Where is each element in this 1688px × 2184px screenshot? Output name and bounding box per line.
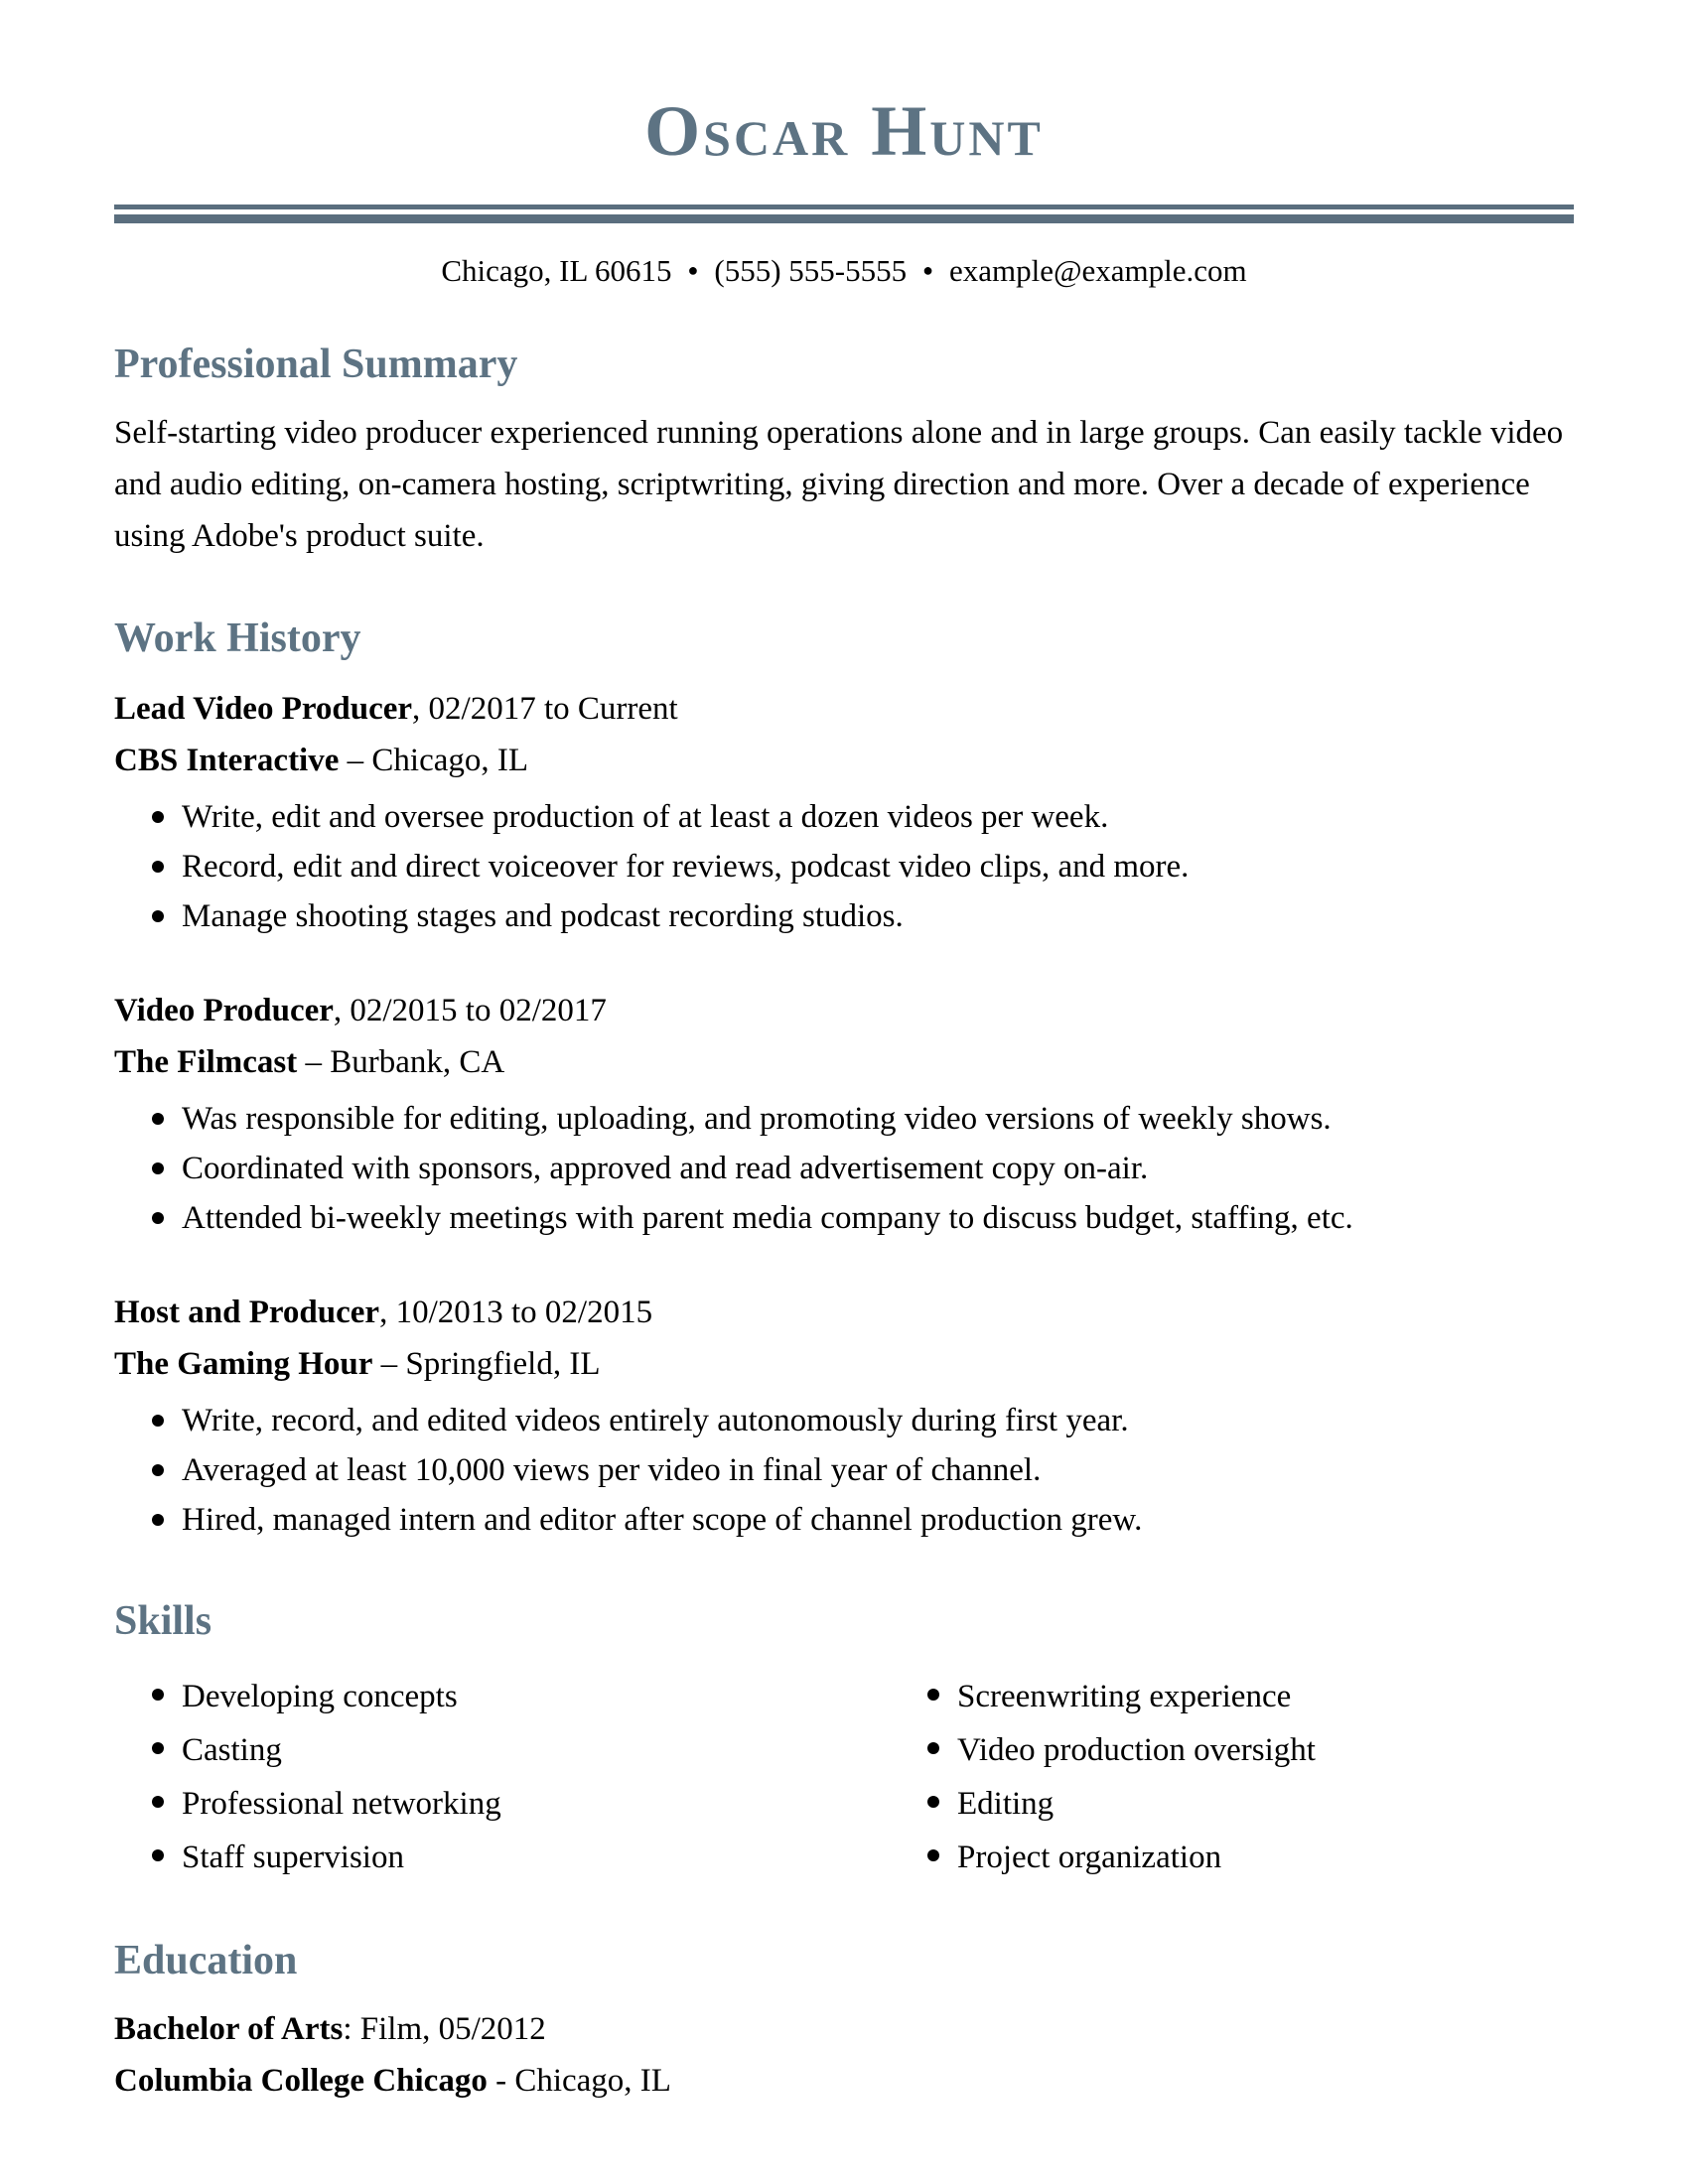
education-section <box>114 1938 1574 2107</box>
person-name: Oscar Hunt <box>644 91 1044 171</box>
contact-separator-dot: ● <box>922 260 933 280</box>
job-duty-item: Manage shooting stages and podcast recording studios. <box>114 891 1574 941</box>
job-duty-item: Coordinated with sponsors, approved and read advertisement copy on-air. <box>114 1144 1574 1193</box>
contact-location: Chicago, IL 60615 <box>441 253 672 288</box>
education-entry <box>114 2003 1574 2107</box>
job-company-line <box>114 735 1574 786</box>
job-duty-item: Record, edit and direct voiceover for reviews, podcast video clips, and more. <box>114 842 1574 891</box>
job-duty-list <box>114 1094 1574 1243</box>
education-degree-line <box>114 2003 1574 2055</box>
job-duty-item: Write, edit and oversee production of at least a dozen videos per week. <box>114 792 1574 842</box>
job-company-line <box>114 1036 1574 1088</box>
job-entry <box>114 683 1574 941</box>
contact-email: example@example.com <box>948 253 1247 288</box>
contact-line <box>114 251 1574 290</box>
job-title-line <box>114 683 1574 735</box>
skill-item: Staff supervision <box>114 1831 890 1884</box>
skill-item: Video production oversight <box>890 1723 1574 1777</box>
education-school-line <box>114 2055 1574 2107</box>
contact-phone: (555) 555-5555 <box>714 253 908 288</box>
skills-section <box>114 1598 1574 1884</box>
education-school: Columbia College Chicago <box>114 2063 488 2099</box>
job-entry <box>114 1287 1574 1545</box>
job-duty-list <box>114 792 1574 941</box>
work-history-heading: Work History <box>114 615 361 661</box>
job-duty-item: Averaged at least 10,000 views per video in final year of channel. <box>114 1445 1574 1495</box>
skill-item: Casting <box>114 1723 890 1777</box>
job-title: Lead Video Producer <box>114 691 413 727</box>
job-title: Video Producer <box>114 993 334 1028</box>
summary-paragraph: Self-starting video producer experienced running operations alone and in large groups. Can easily tackle video and audio editing, on-camera hosting, scriptwriting, giving direction and more. Over a decade of experience using Adobe's product suite. <box>114 415 1564 554</box>
education-degree: Bachelor of Arts <box>114 2011 344 2047</box>
job-location: – Burbank, CA <box>297 1044 505 1080</box>
job-dates: , 02/2017 to Current <box>412 691 678 727</box>
job-duty-list <box>114 1396 1574 1545</box>
skills-column-left <box>114 1664 890 1884</box>
skill-item: Screenwriting experience <box>890 1670 1574 1723</box>
job-dates: , 02/2015 to 02/2017 <box>333 993 607 1028</box>
education-school-detail: - Chicago, IL <box>487 2063 671 2099</box>
skills-list-right <box>890 1670 1574 1884</box>
skill-item: Project organization <box>890 1831 1574 1884</box>
job-location: – Springfield, IL <box>372 1346 601 1382</box>
job-duty-item: Attended bi-weekly meetings with parent media company to discuss budget, staffing, etc. <box>114 1193 1574 1243</box>
job-dates: , 10/2013 to 02/2015 <box>379 1295 653 1330</box>
job-entry <box>114 985 1574 1243</box>
work-history-section <box>114 615 1574 1545</box>
education-heading: Education <box>114 1938 298 1983</box>
job-list <box>114 683 1574 1545</box>
skills-heading: Skills <box>114 1598 212 1644</box>
contact-separator-dot: ● <box>687 260 699 280</box>
job-title: Host and Producer <box>114 1295 380 1330</box>
skills-list-left <box>114 1670 890 1884</box>
job-title-line <box>114 985 1574 1036</box>
double-rule-divider <box>114 205 1574 223</box>
professional-summary-section <box>114 341 1574 562</box>
divider-thick-line <box>114 214 1574 223</box>
job-company: CBS Interactive <box>114 743 340 778</box>
job-company-line <box>114 1338 1574 1390</box>
job-duty-item: Write, record, and edited videos entirely autonomously during first year. <box>114 1396 1574 1445</box>
skill-item: Editing <box>890 1777 1574 1831</box>
job-title-line <box>114 1287 1574 1338</box>
skill-item: Developing concepts <box>114 1670 890 1723</box>
skill-item: Professional networking <box>114 1777 890 1831</box>
job-company: The Gaming Hour <box>114 1346 373 1382</box>
job-location: – Chicago, IL <box>339 743 529 778</box>
job-duty-item: Hired, managed intern and editor after scope of channel production grew. <box>114 1495 1574 1545</box>
summary-heading: Professional Summary <box>114 341 518 387</box>
job-duty-item: Was responsible for editing, uploading, and promoting video versions of weekly shows. <box>114 1094 1574 1144</box>
education-degree-detail: : Film, 05/2012 <box>343 2011 546 2047</box>
skills-column-right <box>890 1664 1574 1884</box>
skills-columns <box>114 1664 1574 1884</box>
job-company: The Filmcast <box>114 1044 298 1080</box>
